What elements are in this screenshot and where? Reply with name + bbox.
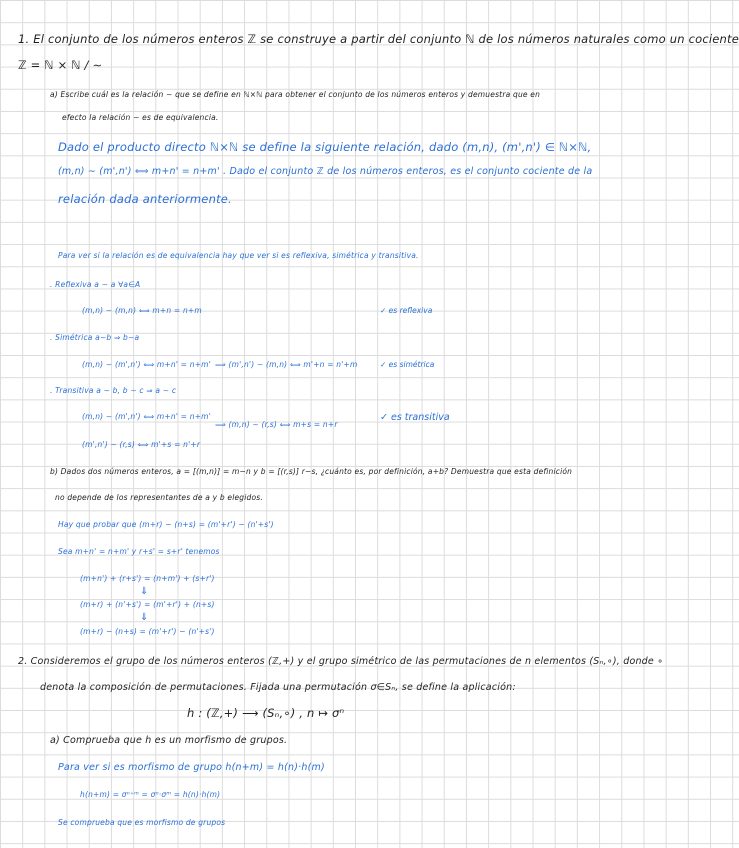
- symmetric-heading: . Simétrica a∼b ⇒ b∼a: [50, 333, 140, 342]
- problem2-answer-line1: Para ver si es morfismo de grupo h(n+m) = h(n)·h(m): [58, 762, 325, 773]
- answer-a-line2: (m,n) ∼ (m',n') ⟺ m+n' = n+m' . Dado el conjunto ℤ de los números enteros, es el conjunto cociente de la: [58, 166, 593, 177]
- answer-b-line4: (m+r) + (n'+s') = (m'+r') + (n+s): [80, 600, 215, 609]
- down-arrow-icon: ⇓: [140, 586, 149, 597]
- problem2-answer-line3: Se comprueba que es morfismo de grupos: [58, 818, 226, 827]
- reflexive-check: ✓ es reflexiva: [380, 306, 433, 315]
- problem2-map: h : (ℤ,+) ⟶ (Sₙ,∘) , n ↦ σⁿ: [187, 706, 345, 720]
- reflexive-eq: (m,n) ∼ (m,n) ⟺ m+n = n+m: [82, 306, 202, 315]
- problem2-statement-line1: 2. Consideremos el grupo de los números enteros (ℤ,+) y el grupo simétrico de las permutaciones de n elementos (Sₙ,∘), donde ∘: [18, 656, 664, 667]
- problem2-statement-line2: denota la composición de permutaciones. Fijada una permutación σ∈Sₙ, se define la aplicación:: [40, 682, 516, 693]
- problem1-statement-line2: ℤ = ℕ × ℕ / ∼: [18, 58, 103, 72]
- transitive-heading: . Transitiva a ∼ b, b ∼ c ⇒ a ∼ c: [50, 386, 177, 395]
- answer-a-line1: Dado el producto directo ℕ×ℕ se define la siguiente relación, dado (m,n), (m',n') ∈ ℕ×ℕ,: [58, 140, 592, 154]
- part-a-line1: a) Escribe cuál es la relación ∼ que se define en ℕ×ℕ para obtener el conjunto de los números enteros y demuestra que en: [50, 90, 541, 99]
- equivalence-intro: Para ver si la relación es de equivalencia hay que ver si es reflexiva, simétrica y transitiva.: [58, 251, 419, 260]
- problem1-statement-line1: 1. El conjunto de los números enteros ℤ se construye a partir del conjunto ℕ de los números naturales como un cociente: [18, 32, 739, 46]
- part-b-line1: b) Dados dos números enteros, a = [(m,n)] = m−n y b = [(r,s)] r−s, ¿cuánto es, por definición, a+b? Demuestra que esta definición: [50, 467, 573, 476]
- symmetric-eq: (m,n) ∼ (m',n') ⟺ m+n' = n+m': [82, 360, 211, 369]
- answer-a-line3: relación dada anteriormente.: [58, 192, 232, 206]
- problem2-answer-line2: h(n+m) = σⁿ⁺ᵐ = σⁿ·σᵐ = h(n)·h(m): [80, 790, 221, 799]
- answer-b-line3: (m+n') + (r+s') = (n+m') + (s+r'): [80, 574, 215, 583]
- problem2-part-a: a) Comprueba que h es un morfismo de grupos.: [50, 735, 288, 746]
- transitive-check: ✓ es transitiva: [380, 412, 450, 423]
- transitive-eq2: (m',n') ∼ (r,s) ⟺ m'+s = n'+r: [82, 440, 201, 449]
- answer-b-line2: Sea m+n' = n+m' y r+s' = s+r' tenemos: [58, 547, 220, 556]
- transitive-result: ⟹ (m,n) ∼ (r,s) ⟺ m+s = n+r: [215, 420, 338, 429]
- answer-b-line1: Hay que probar que (m+r) − (n+s) = (m'+r') − (n'+s'): [58, 520, 274, 529]
- transitive-eq1: (m,n) ∼ (m',n') ⟺ m+n' = n+m': [82, 412, 211, 421]
- answer-b-line5: (m+r) − (n+s) = (m'+r') − (n'+s'): [80, 627, 215, 636]
- symmetric-check: ✓ es simétrica: [380, 360, 435, 369]
- reflexive-heading: . Reflexiva a ∼ a ∀a∈A: [50, 280, 141, 289]
- part-a-line2: efecto la relación ∼ es de equivalencia.: [62, 113, 219, 122]
- part-b-line2: no depende de los representantes de a y b elegidos.: [55, 493, 263, 502]
- symmetric-result: ⟹ (m',n') ∼ (m,n) ⟺ m'+n = n'+m: [215, 360, 358, 369]
- down-arrow-icon: ⇓: [140, 612, 149, 623]
